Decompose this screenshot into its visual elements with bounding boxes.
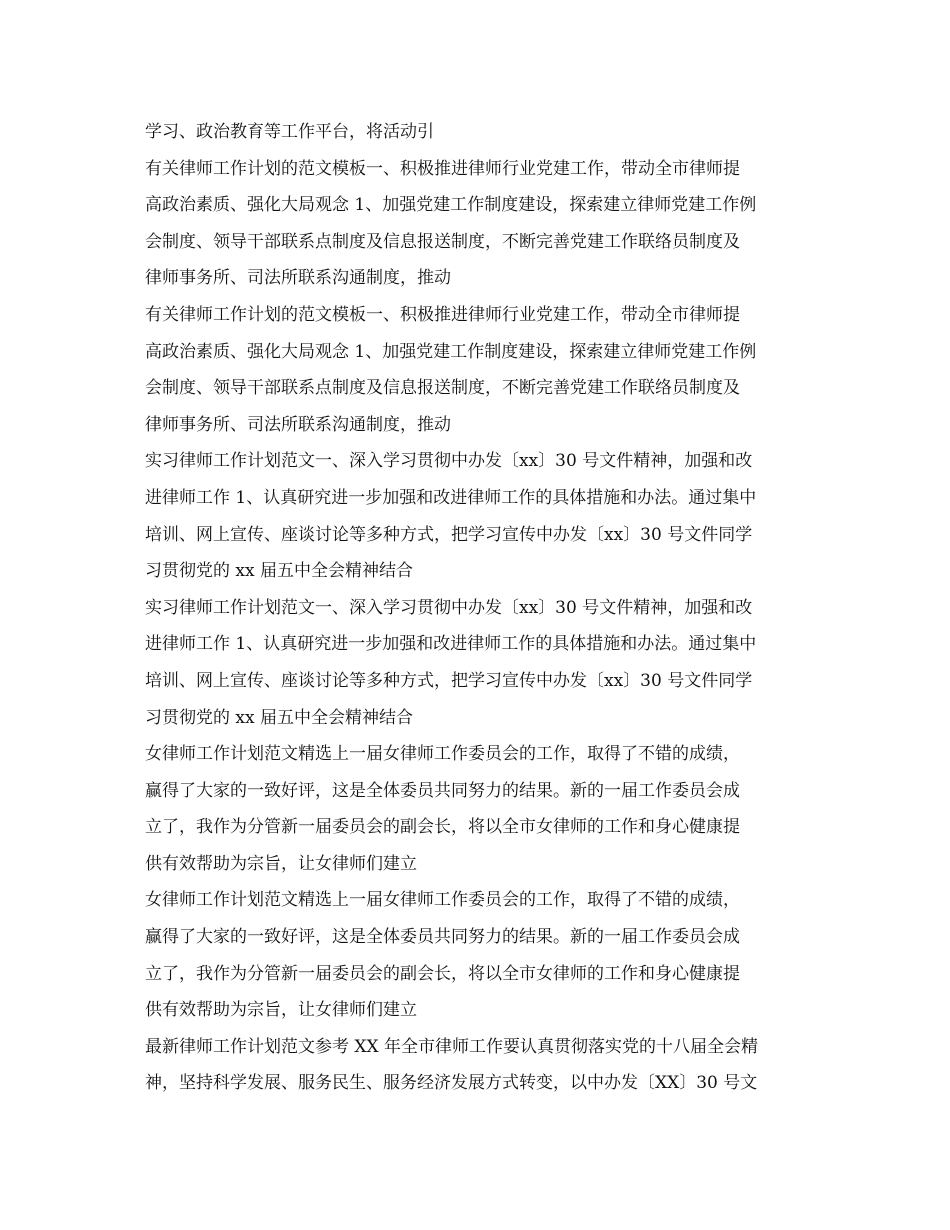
text-line: 供有效帮助为宗旨，让女律师们建立	[145, 853, 417, 874]
text-line: 有关律师工作计划的范文模板一、积极推进律师行业党建工作，带动全市律师提	[145, 158, 740, 179]
text-line: 高政治素质、强化大局观念 1、加强党建工作制度建设，探索建立律师党建工作例	[145, 195, 757, 216]
text-line: 进律师工作 1、认真研究进一步加强和改进律师工作的具体措施和办法。通过集中	[145, 634, 757, 655]
document-body	[145, 114, 810, 1102]
text-line: 最新律师工作计划范文参考 XX 年全市律师工作要认真贯彻落实党的十八届全会精	[145, 1036, 759, 1057]
text-line: 律师事务所、司法所联系沟通制度，推动	[145, 414, 451, 435]
text-line: 女律师工作计划范文精选上一届女律师工作委员会的工作，取得了不错的成绩，	[145, 744, 740, 765]
text-line: 进律师工作 1、认真研究进一步加强和改进律师工作的具体措施和办法。通过集中	[145, 487, 757, 508]
text-line: 神，坚持科学发展、服务民生、服务经济发展方式转变，以中办发〔XX〕30 号文	[145, 1073, 758, 1094]
text-line: 培训、网上宣传、座谈讨论等多种方式，把学习宣传中办发〔xx〕30 号文件同学	[145, 524, 753, 545]
text-line: 培训、网上宣传、座谈讨论等多种方式，把学习宣传中办发〔xx〕30 号文件同学	[145, 670, 753, 691]
text-line: 立了，我作为分管新一届委员会的副会长，将以全市女律师的工作和身心健康提	[145, 963, 740, 984]
text-line: 供有效帮助为宗旨，让女律师们建立	[145, 1000, 417, 1021]
text-line: 女律师工作计划范文精选上一届女律师工作委员会的工作，取得了不错的成绩，	[145, 890, 740, 911]
text-line: 学习、政治教育等工作平台，将活动引	[145, 122, 434, 142]
text-line: 高政治素质、强化大局观念 1、加强党建工作制度建设，探索建立律师党建工作例	[145, 341, 757, 362]
text-line: 习贯彻党的 xx 届五中全会精神结合	[145, 707, 413, 728]
text-line: 习贯彻党的 xx 届五中全会精神结合	[145, 561, 413, 582]
text-line: 赢得了大家的一致好评，这是全体委员共同努力的结果。新的一届工作委员会成	[145, 927, 740, 948]
text-line: 律师事务所、司法所联系沟通制度，推动	[145, 268, 451, 289]
text-line: 实习律师工作计划范文一、深入学习贯彻中办发〔xx〕30 号文件精神，加强和改	[145, 597, 753, 618]
text-line: 赢得了大家的一致好评，这是全体委员共同努力的结果。新的一届工作委员会成	[145, 780, 740, 801]
text-line: 实习律师工作计划范文一、深入学习贯彻中办发〔xx〕30 号文件精神，加强和改	[145, 451, 753, 472]
text-line: 会制度、领导干部联系点制度及信息报送制度，不断完善党建工作联络员制度及	[145, 231, 740, 252]
text-line: 会制度、领导干部联系点制度及信息报送制度，不断完善党建工作联络员制度及	[145, 378, 740, 399]
text-line: 有关律师工作计划的范文模板一、积极推进律师行业党建工作，带动全市律师提	[145, 304, 740, 325]
text-line: 立了，我作为分管新一届委员会的副会长，将以全市女律师的工作和身心健康提	[145, 817, 740, 838]
